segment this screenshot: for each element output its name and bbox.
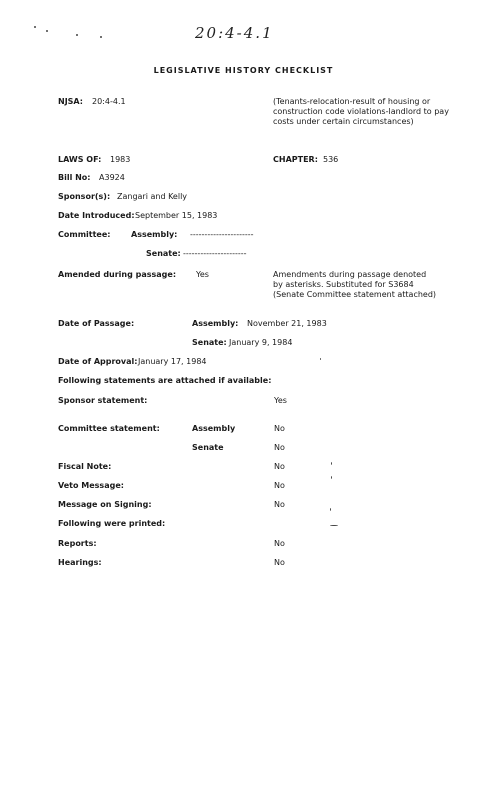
committee-assembly-value: ---------------------- — [190, 230, 254, 239]
chapter-value: 536 — [323, 155, 339, 164]
date-of-approval-label: Date of Approval: — [58, 357, 138, 366]
date-of-approval-value: January 17, 1984 — [138, 357, 207, 366]
date-introduced-label: Date Introduced: — [58, 211, 135, 220]
committee-senate-label: Senate: — [146, 249, 181, 258]
fiscal-note-label: Fiscal Note: — [58, 462, 112, 471]
scan-speck — [330, 508, 331, 511]
scan-speck — [46, 30, 48, 32]
sponsors-value: Zangari and Kelly — [117, 192, 188, 201]
bill-no-value: A3924 — [99, 173, 125, 182]
committee-statement-assembly-value: No — [274, 424, 285, 433]
committee-statement-label: Committee statement: — [58, 424, 160, 433]
hearings-label: Hearings: — [58, 558, 102, 567]
reports-label: Reports: — [58, 539, 97, 548]
message-on-signing-label: Message on Signing: — [58, 500, 152, 509]
laws-of-label: LAWS OF: — [58, 155, 102, 164]
amended-value: Yes — [196, 270, 209, 279]
committee-label: Committee: — [58, 230, 111, 239]
sponsor-statement-label: Sponsor statement: — [58, 396, 148, 405]
laws-of-value: 1983 — [110, 155, 131, 164]
committee-senate-value: ---------------------- — [183, 249, 247, 258]
veto-message-value: No — [274, 481, 285, 490]
scan-speck — [76, 34, 78, 36]
njsa-description: (Tenants-relocation-result of housing or construction code violations-landlord to pay costs under certain circumstances) — [273, 97, 449, 126]
chapter-label: CHAPTER: — [273, 155, 318, 164]
sponsors-label: Sponsor(s): — [58, 192, 111, 201]
handwritten-number: 20:4-4.1 — [195, 24, 274, 42]
hearings-value: No — [274, 558, 285, 567]
committee-statement-assembly-label: Assembly — [192, 424, 236, 433]
njsa-label: NJSA: — [58, 97, 83, 106]
fiscal-note-value: No — [274, 462, 285, 471]
reports-value: No — [274, 539, 285, 548]
amended-note: Amendments during passage denoted by asterisks. Substituted for S3684 (Senate Committee statement attached) — [273, 270, 437, 299]
date-of-passage-label: Date of Passage: — [58, 319, 135, 328]
veto-message-label: Veto Message: — [58, 481, 124, 490]
scan-speck — [320, 358, 321, 360]
scan-speck — [330, 525, 338, 526]
passage-senate-label: Senate: — [192, 338, 227, 347]
passage-assembly-value: November 21, 1983 — [247, 319, 327, 328]
passage-senate-value: January 9, 1984 — [229, 338, 293, 347]
scan-speck — [331, 476, 332, 479]
committee-statement-senate-label: Senate — [192, 443, 224, 452]
amended-label: Amended during passage: — [58, 270, 177, 279]
scan-speck — [331, 462, 332, 465]
sponsor-statement-value: Yes — [274, 396, 287, 405]
statements-heading: Following statements are attached if available: — [58, 376, 272, 385]
committee-statement-senate-value: No — [274, 443, 285, 452]
committee-assembly-label: Assembly: — [131, 230, 178, 239]
following-printed-label: Following were printed: — [58, 519, 166, 528]
bill-no-label: Bill No: — [58, 173, 91, 182]
message-on-signing-value: No — [274, 500, 285, 509]
date-introduced-value: September 15, 1983 — [135, 211, 218, 220]
scan-speck — [34, 26, 36, 28]
passage-assembly-label: Assembly: — [192, 319, 239, 328]
scan-speck — [100, 36, 102, 38]
document-title: LEGISLATIVE HISTORY CHECKLIST — [153, 66, 334, 75]
njsa-value: 20:4-4.1 — [92, 97, 126, 106]
